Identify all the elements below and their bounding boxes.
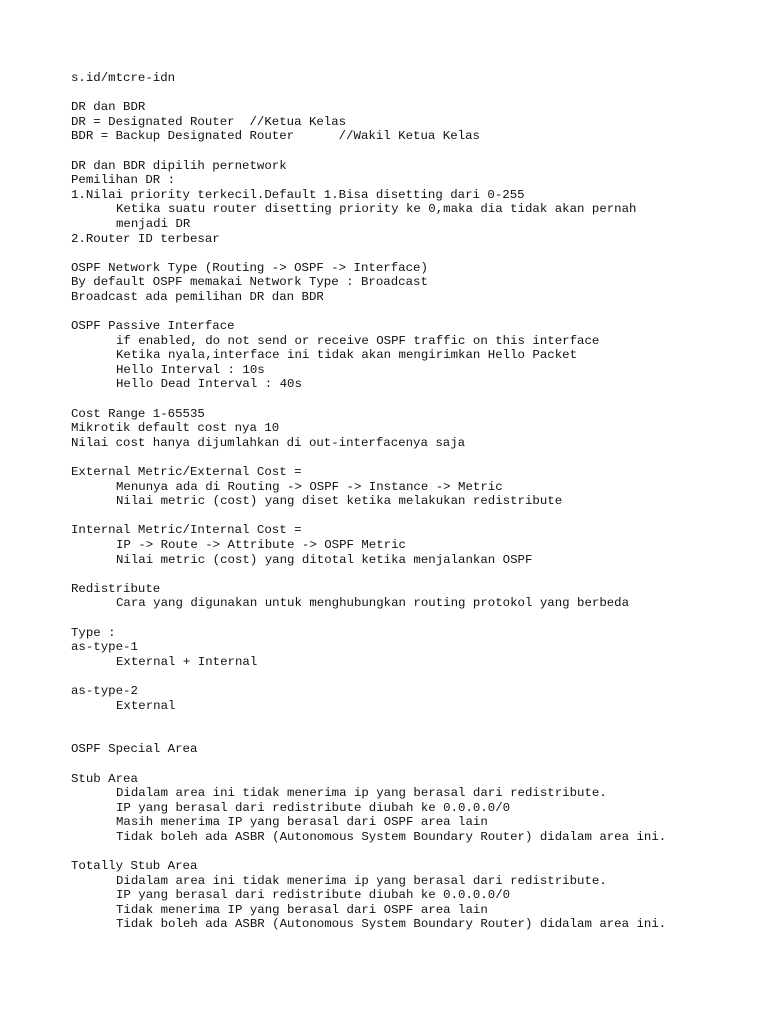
text-line: s.id/mtcre-idn bbox=[71, 71, 176, 85]
text-line: Totally Stub Area bbox=[71, 859, 198, 874]
indented-text-line: Tidak boleh ada ASBR (Autonomous System Boundary Router) didalam area ini. bbox=[116, 829, 667, 844]
blank-line bbox=[71, 392, 761, 407]
indented-text-line: IP yang berasal dari redistribute diubah ke 0.0.0.0/0 bbox=[116, 800, 511, 815]
text-line: as-type-2 bbox=[71, 683, 138, 698]
indented-text-line: menjadi DR bbox=[116, 216, 191, 231]
blank-line bbox=[71, 305, 761, 320]
text-line: Broadcast ada pemilihan DR dan BDR bbox=[71, 289, 324, 304]
blank-line bbox=[71, 728, 761, 743]
text-line: Nilai cost hanya dijumlahkan di out-interfacenya saja bbox=[71, 435, 466, 450]
blank-line bbox=[71, 713, 761, 728]
indented-text-line: Hello Interval : 10s bbox=[116, 362, 265, 377]
text-line: OSPF Network Type (Routing -> OSPF -> Interface) bbox=[71, 260, 428, 275]
text-line: DR = Designated Router //Ketua Kelas bbox=[71, 114, 347, 129]
text-line: Stub Area bbox=[71, 771, 138, 786]
blank-line bbox=[71, 509, 761, 524]
blank-line bbox=[71, 757, 761, 772]
text-line: 1.Nilai priority terkecil.Default 1.Bisa disetting dari 0-255 bbox=[71, 187, 525, 202]
text-line: Pemilihan DR : bbox=[71, 173, 176, 188]
text-line: OSPF Passive Interface bbox=[71, 319, 235, 334]
indented-text-line: External bbox=[116, 698, 176, 713]
blank-line bbox=[71, 450, 761, 465]
indented-text-line: Didalam area ini tidak menerima ip yang berasal dari redistribute. bbox=[116, 873, 607, 888]
indented-text-line: Hello Dead Interval : 40s bbox=[116, 377, 302, 392]
blank-line bbox=[71, 144, 761, 159]
blank-line bbox=[71, 844, 761, 859]
text-line: BDR = Backup Designated Router //Wakil Ketua Kelas bbox=[71, 129, 480, 144]
text-line: DR dan BDR dipilih pernetwork bbox=[71, 158, 287, 173]
blank-line bbox=[71, 246, 761, 261]
document-body bbox=[71, 71, 761, 932]
text-line: Internal Metric/Internal Cost = bbox=[71, 523, 302, 538]
indented-text-line: Cara yang digunakan untuk menghubungkan routing protokol yang berbeda bbox=[116, 596, 630, 611]
indented-text-line: Ketika suatu router disetting priority ke 0,maka dia tidak akan pernah bbox=[116, 202, 637, 217]
text-line: By default OSPF memakai Network Type : Broadcast bbox=[71, 275, 428, 290]
blank-line bbox=[71, 669, 761, 684]
indented-text-line: Ketika nyala,interface ini tidak akan mengirimkan Hello Packet bbox=[116, 348, 578, 363]
indented-text-line: Nilai metric (cost) yang diset ketika melakukan redistribute bbox=[116, 494, 563, 509]
indented-text-line: Masih menerima IP yang berasal dari OSPF area lain bbox=[116, 815, 488, 830]
text-line: DR dan BDR bbox=[71, 100, 146, 115]
indented-text-line: IP yang berasal dari redistribute diubah ke 0.0.0.0/0 bbox=[116, 888, 511, 903]
indented-text-line: External + Internal bbox=[116, 654, 258, 669]
text-line: Mikrotik default cost nya 10 bbox=[71, 421, 280, 436]
text-line: Cost Range 1-65535 bbox=[71, 406, 205, 421]
indented-text-line: Tidak menerima IP yang berasal dari OSPF area lain bbox=[116, 902, 488, 917]
text-line: External Metric/External Cost = bbox=[71, 465, 302, 480]
indented-text-line: Tidak boleh ada ASBR (Autonomous System Boundary Router) didalam area ini. bbox=[116, 917, 667, 932]
text-line: 2.Router ID terbesar bbox=[71, 231, 220, 246]
blank-line bbox=[71, 611, 761, 626]
indented-text-line: Menunya ada di Routing -> OSPF -> Instance -> Metric bbox=[116, 479, 503, 494]
blank-line bbox=[71, 567, 761, 582]
indented-text-line: IP -> Route -> Attribute -> OSPF Metric bbox=[116, 538, 406, 552]
text-line: as-type-1 bbox=[71, 640, 138, 655]
text-line: Redistribute bbox=[71, 581, 161, 596]
indented-text-line: if enabled, do not send or receive OSPF traffic on this interface bbox=[116, 333, 600, 348]
text-line: OSPF Special Area bbox=[71, 742, 198, 757]
indented-text-line: Nilai metric (cost) yang ditotal ketika menjalankan OSPF bbox=[116, 552, 533, 567]
blank-line bbox=[71, 86, 761, 101]
text-line: Type : bbox=[71, 625, 116, 640]
indented-text-line: Didalam area ini tidak menerima ip yang berasal dari redistribute. bbox=[116, 786, 607, 801]
